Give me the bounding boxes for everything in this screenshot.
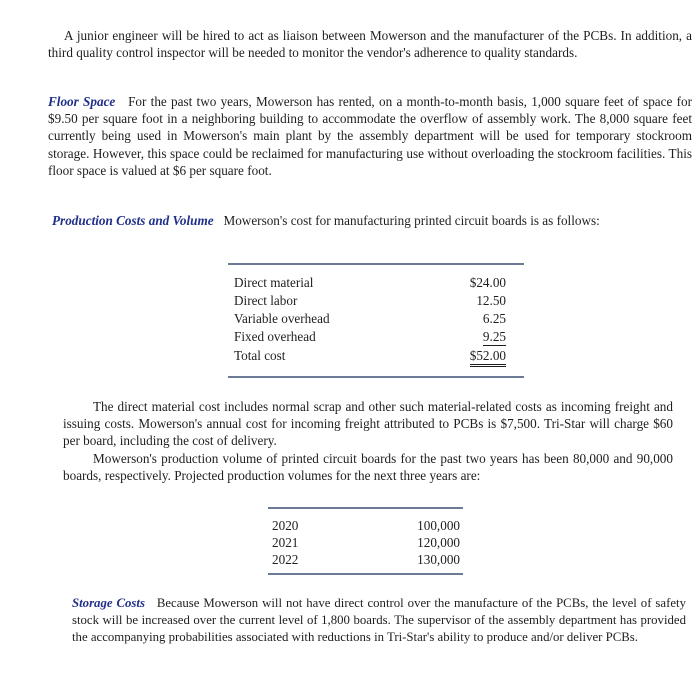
table-row-total <box>234 348 508 366</box>
total-cost-value: $52.00 <box>470 348 506 367</box>
cost-table-top-rule <box>228 263 524 265</box>
production-costs-heading: Production Costs and Volume <box>52 213 214 228</box>
volume-table-bottom-rule <box>268 573 463 575</box>
intro-text: A junior engineer will be hired to act as liaison between Mowerson and the manufacturer of the PCBs. In addition, a third quality control inspector will be needed to monitor the vendor's adherence to quality standards. <box>48 28 692 61</box>
cost-label: Variable overhead <box>234 311 330 326</box>
volume-value: 120,000 <box>417 535 460 550</box>
volume-year: 2020 <box>272 518 299 533</box>
volume-table-top-rule <box>268 507 463 509</box>
cost-label: Direct material <box>234 275 314 290</box>
cost-label: Fixed overhead <box>234 329 316 344</box>
storage-costs-text: Because Mowerson will not have direct control over the manufacture of the PCBs, the level of safety stock will be increased over the current level of 1,800 boards. The supervisor of the assembly department has provided the accompanying probabilities associated with reductions in Tri-Star's ability to produce and/or deliver PCBs. <box>72 596 686 645</box>
total-cost-label: Total cost <box>234 348 286 363</box>
volume-year: 2022 <box>272 552 299 567</box>
cost-value: $24.00 <box>469 275 506 290</box>
table-row <box>272 535 462 553</box>
volume-value: 130,000 <box>417 552 460 567</box>
table-row <box>234 329 508 347</box>
cost-table-bottom-rule <box>228 376 524 378</box>
floor-space-paragraph <box>48 93 692 179</box>
cost-value: 9.25 <box>482 329 506 344</box>
storage-costs-heading: Storage Costs <box>72 596 145 610</box>
intro-paragraph <box>48 27 692 61</box>
cost-value: 12.50 <box>476 293 506 308</box>
table-row <box>234 293 508 311</box>
volume-table <box>272 518 464 574</box>
freight-paragraph <box>63 398 673 450</box>
volume-value: 100,000 <box>417 518 460 533</box>
cost-label: Direct labor <box>234 293 298 308</box>
production-costs-paragraph <box>52 212 684 229</box>
table-row <box>234 275 508 293</box>
freight-text: The direct material cost includes normal scrap and other such material-related costs as incoming freight and issuing costs. Mowerson's annual cost for incoming freight attributed to PCBs is $7,500. Tri-Star will charge $60 per board, including the cost of delivery. <box>63 399 673 449</box>
volume-paragraph <box>63 450 673 484</box>
production-costs-text: Mowerson's cost for manufacturing printed circuit boards is as follows: <box>223 213 600 228</box>
table-row <box>272 518 462 536</box>
floor-space-heading: Floor Space <box>48 94 116 109</box>
volume-text: Mowerson's production volume of printed circuit boards for the past two years has been 80,000 and 90,000 boards, respectively. Projected production volumes for the next three years are: <box>63 451 673 484</box>
table-row <box>234 311 508 329</box>
cost-value: 6.25 <box>482 311 506 326</box>
storage-costs-paragraph <box>72 595 686 647</box>
volume-year: 2021 <box>272 535 299 550</box>
cost-table <box>234 275 508 375</box>
floor-space-text: For the past two years, Mowerson has rented, on a month-to-month basis, 1,000 square feet of space for $9.50 per square foot in a neighboring building to accommodate the overflow of assembly work. The 8,000 square feet currently being used in Mowerson's main plant by the assembly department will be used for temporary stockroom storage. However, this space could be reclaimed for manufacturing use without overloading the stockroom facilities. This floor space is valued at $6 per square foot. <box>48 94 693 178</box>
table-row <box>272 552 462 570</box>
